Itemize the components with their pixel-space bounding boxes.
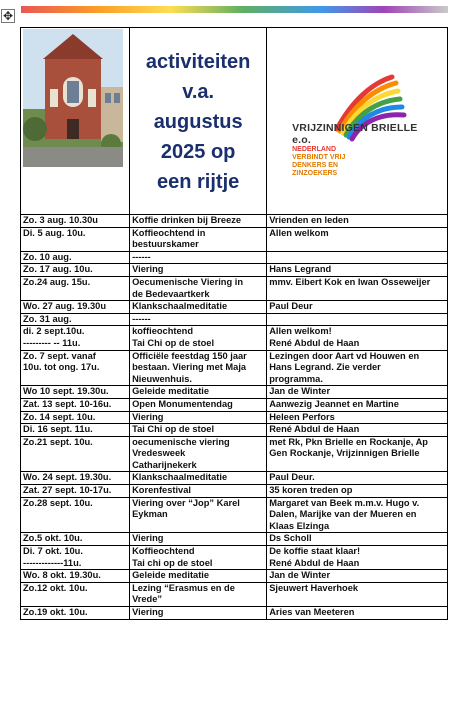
cell-line: Zo.12 okt. 10u. <box>23 582 88 593</box>
activity-cell <box>130 411 267 424</box>
cell-line: koffieochtend <box>132 326 194 337</box>
table-row <box>21 326 448 350</box>
table-row <box>21 436 448 472</box>
table-row <box>21 411 448 424</box>
activity-cell <box>130 326 267 350</box>
date-cell <box>21 398 130 411</box>
activity-cell <box>130 264 267 277</box>
activity-cell <box>130 313 267 326</box>
table-row <box>21 215 448 228</box>
details-cell <box>267 215 448 228</box>
date-cell <box>21 215 130 228</box>
page-title <box>130 45 266 197</box>
details-cell <box>267 424 448 437</box>
activity-cell <box>130 276 267 300</box>
table-row <box>21 472 448 485</box>
details-cell <box>267 264 448 277</box>
activity-cell <box>130 424 267 437</box>
details-cell <box>267 251 448 264</box>
cell-line: Koffieochtend <box>132 546 195 557</box>
date-cell <box>21 570 130 583</box>
activity-cell <box>130 350 267 386</box>
cell-line: bestuurskamer <box>132 239 199 250</box>
cell-line: oecumenische viering <box>132 436 230 447</box>
cell-line: René Abdul de Haan <box>269 424 360 435</box>
cell-line: Viering over “Jop” Karel <box>132 497 240 508</box>
cell-line: Gen Rockanje, Vrijzinnigen Brielle <box>269 448 420 459</box>
activity-cell <box>130 472 267 485</box>
activity-cell <box>130 546 267 570</box>
cell-line: Viering <box>132 264 164 275</box>
logo-tagline: ZINZOEKERS <box>292 170 338 178</box>
activities-table <box>20 27 448 620</box>
details-cell <box>267 326 448 350</box>
table-row <box>21 398 448 411</box>
details-cell <box>267 350 448 386</box>
details-cell <box>267 227 448 251</box>
cell-line: Zo.21 sept. 10u. <box>23 436 93 447</box>
table-row <box>21 251 448 264</box>
cell-line: Catharijnekerk <box>132 459 197 470</box>
activity-cell <box>130 436 267 472</box>
details-cell <box>267 411 448 424</box>
table-row <box>21 497 448 533</box>
header-row <box>21 28 448 215</box>
rainbow-divider <box>21 6 448 13</box>
cell-line: Nieuwenhuis. <box>132 373 192 384</box>
details-cell <box>267 546 448 570</box>
cell-line: Allen welkom <box>269 227 329 238</box>
cell-line: Viering <box>132 411 164 422</box>
cell-line: di. 2 sept.10u. <box>23 326 85 337</box>
cell-line: Zo. 7 sept. vanaf <box>23 350 96 361</box>
details-cell <box>267 436 448 472</box>
cell-line: Lezingen door Aart vd Houwen en <box>269 350 420 361</box>
details-cell <box>267 313 448 326</box>
cell-line: Zat. 27 sept. 10-17u. <box>23 485 112 496</box>
details-cell <box>267 533 448 546</box>
date-cell <box>21 533 130 546</box>
activity-cell <box>130 497 267 533</box>
logo-tagline: VERBINDT VRIJ <box>292 154 346 162</box>
cell-line <box>269 314 445 326</box>
cell-line: Viering <box>132 533 164 544</box>
cell-line: Vrede” <box>132 594 163 605</box>
cell-line: Klaas Elzinga <box>269 520 330 531</box>
cell-line: Jan de Winter <box>269 386 331 397</box>
table-row <box>21 582 448 606</box>
logo-tagline: DENKERS EN <box>292 162 338 170</box>
details-cell <box>267 398 448 411</box>
date-cell <box>21 411 130 424</box>
cell-line: Zat. 13 sept. 10-16u. <box>23 398 112 409</box>
activity-cell <box>130 301 267 314</box>
details-cell <box>267 570 448 583</box>
cell-line: Geleide meditatie <box>132 570 210 581</box>
cell-line: Tai Chi op de stoel <box>132 337 215 348</box>
cell-line: 35 koren treden op <box>269 485 353 496</box>
cell-line: Vredesweek <box>132 448 186 459</box>
cell-line: Open Monumentendag <box>132 398 233 409</box>
cell-line: Wo. 24 sept. 19.30u. <box>23 472 112 483</box>
details-cell <box>267 386 448 399</box>
table-row <box>21 264 448 277</box>
details-cell <box>267 497 448 533</box>
table-row <box>21 227 448 251</box>
cell-line: mmv. Eibert Kok en Iwan Osseweijer <box>269 276 431 287</box>
title-line: een rijtje <box>157 171 240 193</box>
date-cell <box>21 582 130 606</box>
logo-subtitle: NEDERLAND <box>292 146 337 154</box>
table-row <box>21 301 448 314</box>
activity-cell <box>130 398 267 411</box>
cell-line: Eykman <box>132 509 168 520</box>
cell-line: René Abdul de Haan <box>269 337 360 348</box>
activity-cell <box>130 251 267 264</box>
date-cell <box>21 251 130 264</box>
activity-cell <box>130 582 267 606</box>
activity-cell <box>130 533 267 546</box>
cell-line: Paul Deur <box>269 301 313 312</box>
table-row <box>21 313 448 326</box>
cell-line: Zo. 3 aug. 10.30u <box>23 215 98 225</box>
cell-line: Allen welkom! <box>269 326 332 337</box>
date-cell <box>21 472 130 485</box>
date-cell <box>21 386 130 399</box>
cell-line: --------- -- 11u. <box>23 337 81 348</box>
logo-name: VRIJZINNIGEN BRIELLE e.o. <box>292 122 418 146</box>
activity-cell <box>130 485 267 498</box>
table-row <box>21 485 448 498</box>
cell-line: Zo.5 okt. 10u. <box>23 533 83 544</box>
date-cell <box>21 436 130 472</box>
cell-line <box>269 252 445 264</box>
cell-line: Di. 5 aug. 10u. <box>23 227 86 238</box>
title-line: activiteiten <box>145 51 251 73</box>
cell-line: Heleen Perfors <box>269 411 335 422</box>
title-cell <box>130 28 267 215</box>
cell-line: Zo. 10 aug. <box>23 251 72 262</box>
title-line: v.a. <box>182 81 215 103</box>
cell-line: Sjeuwert Haverhoek <box>269 582 359 593</box>
church-photo-cell <box>21 28 130 215</box>
cell-line: Klankschaalmeditatie <box>132 472 228 483</box>
title-line: 2025 op <box>160 141 236 163</box>
table-row <box>21 533 448 546</box>
cell-line: Viering <box>132 607 164 617</box>
activity-cell <box>130 215 267 228</box>
cell-line: Geleide meditatie <box>132 386 210 397</box>
date-cell <box>21 424 130 437</box>
details-cell <box>267 607 448 620</box>
cell-line: Zo. 14 sept. 10u. <box>23 411 96 422</box>
cell-line: Di. 7 okt. 10u. <box>23 546 83 557</box>
date-cell <box>21 350 130 386</box>
table-row <box>21 350 448 386</box>
cell-line: 10u. tot ong. 17u. <box>23 362 100 373</box>
cell-line: Koffie drinken bij Breeze <box>132 215 242 225</box>
cell-line: Oecumenische Viering in <box>132 276 243 287</box>
cell-line: Zo.28 sept. 10u. <box>23 497 93 508</box>
date-cell <box>21 301 130 314</box>
cell-line: Hans Legrand <box>269 264 332 275</box>
cell-line: René Abdul de Haan <box>269 557 360 568</box>
title-line: augustus <box>153 111 243 133</box>
date-cell <box>21 276 130 300</box>
cell-line: Margaret van Beek m.m.v. Hugo v. <box>269 497 420 508</box>
table-move-handle-icon[interactable]: ✥ <box>2 9 14 23</box>
cell-line: bestaan. Viering met Maja <box>132 362 247 373</box>
cell-line: Tai Chi op de stoel <box>132 424 215 435</box>
cell-line: Jan de Winter <box>269 570 331 581</box>
date-cell <box>21 227 130 251</box>
cell-line: Dalen, Marijke van der Mueren en <box>269 509 417 520</box>
cell-line: Korenfestival <box>132 485 191 496</box>
details-cell <box>267 301 448 314</box>
cell-line: Lezing “Erasmus en de <box>132 582 235 593</box>
details-cell <box>267 472 448 485</box>
cell-line: Aanwezig Jeannet en Martine <box>269 398 399 409</box>
date-cell <box>21 264 130 277</box>
activity-cell <box>130 570 267 583</box>
cell-line: Paul Deur. <box>269 472 315 483</box>
cell-line: Aries van Meeteren <box>269 607 355 617</box>
details-cell <box>267 276 448 300</box>
table-row <box>21 386 448 399</box>
cell-line: Wo 10 sept. 19.30u. <box>23 386 109 397</box>
date-cell <box>21 546 130 570</box>
details-cell <box>267 582 448 606</box>
cell-line: Wo. 27 aug. 19.30u <box>23 301 107 312</box>
cell-line: ------ <box>132 251 151 262</box>
date-cell <box>21 485 130 498</box>
cell-line: Vrienden en leden <box>269 215 349 225</box>
date-cell <box>21 313 130 326</box>
cell-line: de Bedevaartkerk <box>132 288 210 299</box>
details-cell <box>267 485 448 498</box>
date-cell <box>21 607 130 620</box>
cell-line: Hans Legrand. Zie verder <box>269 362 381 373</box>
table-row <box>21 424 448 437</box>
cell-line: Ds Scholl <box>269 533 312 544</box>
cell-line: met Rk, Pkn Brielle en Rockanje, Ap <box>269 436 428 447</box>
cell-line: Officiële feestdag 150 jaar <box>132 350 247 361</box>
cell-line: Tai chi op de stoel <box>132 557 213 568</box>
vrijzinnigen-logo <box>292 71 422 178</box>
cell-line: De koffie staat klaar! <box>269 546 361 557</box>
table-row <box>21 276 448 300</box>
cell-line: Di. 16 sept. 11u. <box>23 424 93 435</box>
cell-line: Klankschaalmeditatie <box>132 301 228 312</box>
church-photo <box>23 29 123 167</box>
cell-line: Koffieochtend in <box>132 227 206 238</box>
cell-line: -------------11u. <box>23 557 82 568</box>
cell-line: Wo. 8 okt. 19.30u. <box>23 570 101 581</box>
cell-line: Zo. 31 aug. <box>23 313 72 324</box>
table-row <box>21 570 448 583</box>
activity-cell <box>130 386 267 399</box>
cell-line: programma. <box>269 373 323 384</box>
activity-cell <box>130 227 267 251</box>
date-cell <box>21 326 130 350</box>
table-row <box>21 607 448 620</box>
table-row <box>21 546 448 570</box>
date-cell <box>21 497 130 533</box>
logo-cell <box>267 28 448 215</box>
cell-line: Zo.24 aug. 15u. <box>23 276 91 287</box>
cell-line: Zo. 17 aug. 10u. <box>23 264 93 275</box>
cell-line: ------ <box>132 313 151 324</box>
cell-line: Zo.19 okt. 10u. <box>23 607 88 617</box>
activity-cell <box>130 607 267 620</box>
